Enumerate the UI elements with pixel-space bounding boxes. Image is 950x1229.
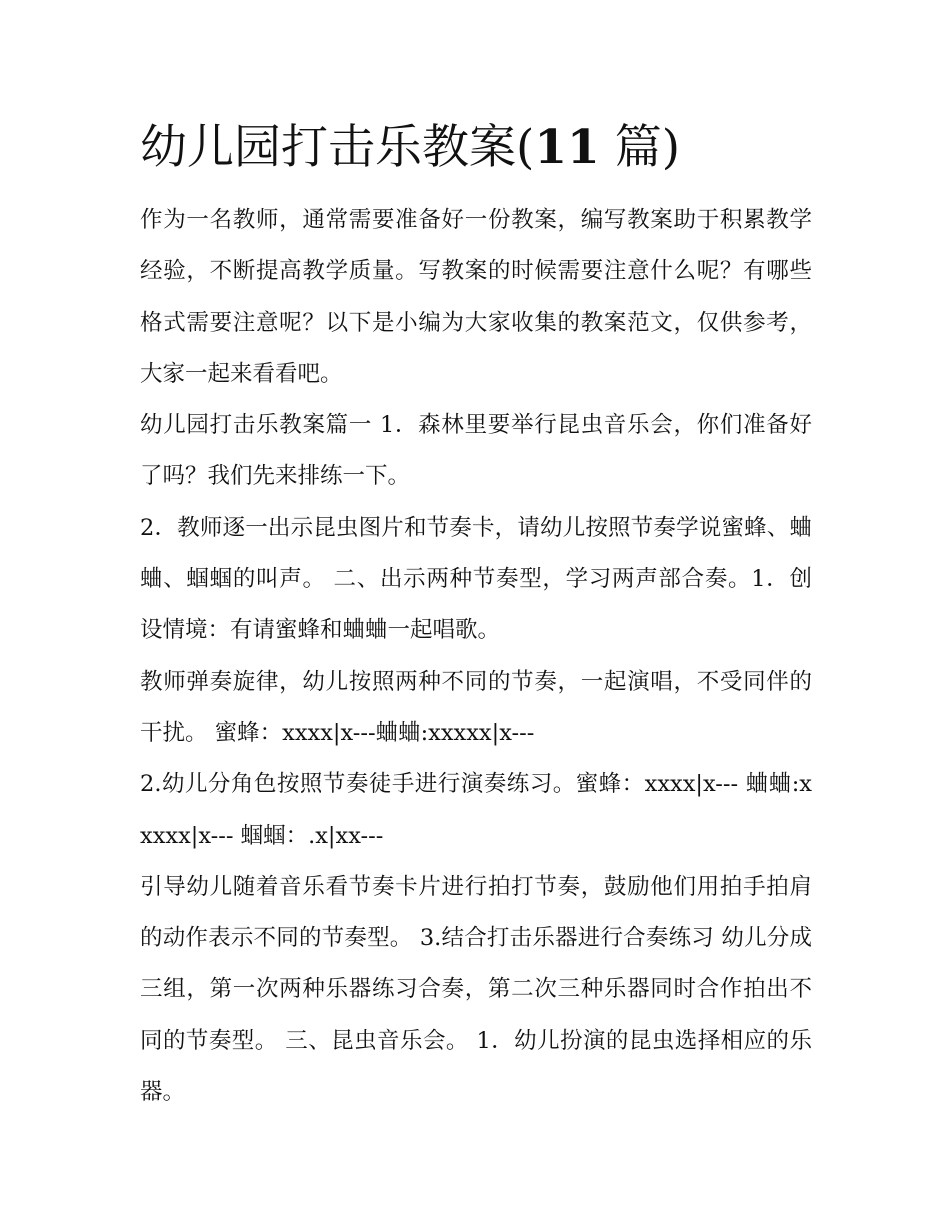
lesson-paragraph: 引导幼儿随着音乐看节奏卡片进行拍打节奏，鼓励他们用拍手拍肩的动作表示不同的节奏型。 3.结合打击乐器进行合奏练习 幼儿分成三组，第一次两种乐器练习合奏，第二次三种乐器同时合作拍出不同的节奏型。 三、昆虫音乐会。 1．幼儿扮演的昆虫选择相应的乐器。 [140, 873, 812, 1106]
title-number: 11 [534, 120, 600, 175]
title-suffix: 篇) [599, 120, 681, 175]
title-prefix: 幼儿园打击乐教案( [140, 120, 535, 175]
intro-paragraph: 作为一名教师，通常需要准备好一份教案，编写教案助于积累教学经验，不断提高教学质量。写教案的时候需要注意什么呢？有哪些格式需要注意呢？以下是小编为大家收集的教案范文，仅供参考，大家一起来看看吧。 [140, 207, 812, 387]
document-title [140, 118, 820, 178]
lesson-paragraph: 2.幼儿分角色按照节奏徒手进行演奏练习。蜜蜂：xxxx|x--- 蛐蛐:xxxxx|x--- 蝈蝈：.x|xx--- [140, 771, 812, 849]
lesson-paragraph: 2．教师逐一出示昆虫图片和节奏卡，请幼儿按照节奏学说蜜蜂、蛐蛐、蝈蝈的叫声。 二、出示两种节奏型，学习两声部合奏。1．创设情境：有请蜜蜂和蛐蛐一起唱歌。 [140, 514, 812, 644]
lesson-paragraph: 教师弹奏旋律，幼儿按照两种不同的节奏，一起演唱，不受同伴的干扰。 蜜蜂：xxxx|x---蛐蛐:xxxxx|x--- [140, 668, 812, 746]
document-body [140, 195, 812, 1118]
lesson-paragraph: 幼儿园打击乐教案篇一 1．森林里要举行昆虫音乐会，你们准备好了吗？我们先来排练一下。 [140, 412, 812, 490]
